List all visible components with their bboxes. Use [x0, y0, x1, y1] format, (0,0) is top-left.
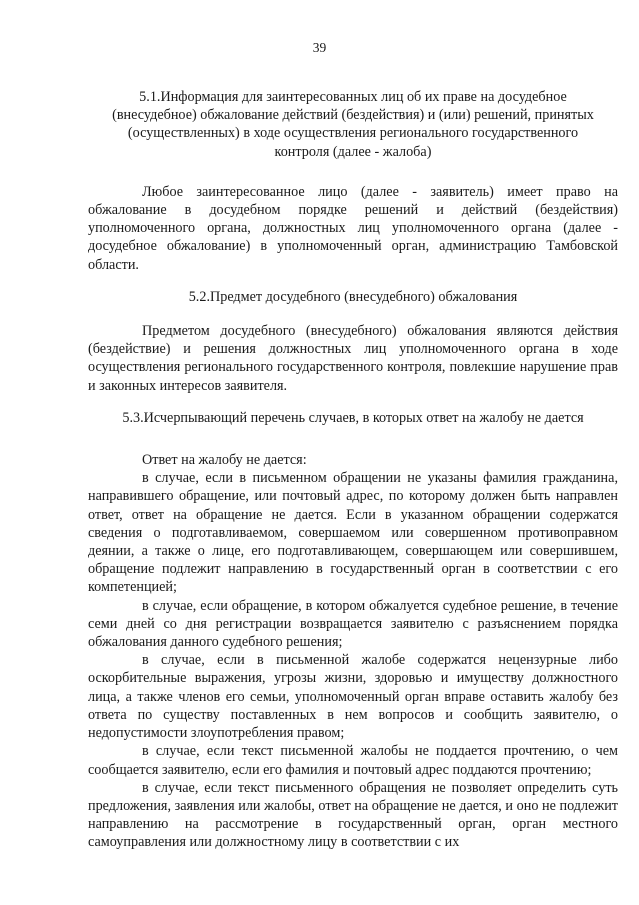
- page-number: 39: [312, 40, 327, 55]
- list-item: в случае, если текст письменного обращения не позволяет определить суть предложения, заявления или жалобы, ответ на обращение не дается, и оно не подлежит направлению на рассмотрение в государственный орган, орган местного самоуправления или должностному лицу в соответствии с их: [88, 779, 618, 851]
- section-5-1-heading: 5.1.Информация для заинтересованных лиц об их праве на досудебное (внесудебное) обжалование действий (бездействия) и (или) решений, принятых (осуществленных) в ходе осуществления регионального государственного контроля (далее - жалоба): [112, 89, 594, 160]
- section-5-3-intro: Ответ на жалобу не дается:: [142, 452, 307, 469]
- section-5-3-heading: 5.3.Исчерпывающий перечень случаев, в которых ответ на жалобу не дается: [122, 409, 584, 426]
- section-5-1-paragraph: Любое заинтересованное лицо (далее - заявитель) имеет право на обжалование в досудебном порядке решений и действий (бездействия) уполномоченного органа, должностных лиц уполномоченного органа (далее - досудебное обжалование) в уполномоченный орган, администрацию Тамбовской области.: [88, 183, 618, 273]
- list-item: в случае, если в письменной жалобе содержатся нецензурные либо оскорбительные выражения, угрозы жизни, здоровью и имуществу должностного лица, а также членов его семьи, уполномоченный орган вправе оставить жалобу без ответа по существу поставленных в нем вопросов и сообщить заявителю, о недопустимости злоупотребления правом;: [88, 652, 618, 742]
- section-5-2-heading: 5.2.Предмет досудебного (внесудебного) обжалования: [188, 288, 518, 305]
- section-5-2-paragraph: Предметом досудебного (внесудебного) обжалования являются действия (бездействие) и решения должностных лиц уполномоченного органа в ходе осуществления регионального государственного контроля, повлекшие нарушение прав и законных интересов заявителя.: [88, 323, 618, 394]
- list-item: в случае, если обращение, в котором обжалуется судебное решение, в течение семи дней со дня регистрации возвращается заявителю с разъяснением порядка обжалования данного судебного решения;: [88, 597, 618, 651]
- document-body: [88, 88, 618, 852]
- list-item: в случае, если в письменном обращении не указаны фамилия гражданина, направившего обращение, или почтовый адрес, по которому должен быть направлен ответ, ответ на обращение не дается. Если в указанном обращении содержатся сведения о подготавливаемом, совершаемом или совершенном противоправном деянии, а также о лице, его подготавливающем, совершающем или совершившем, обращение подлежит направлению в государственный орган в соответствии с его компетенцией;: [88, 470, 618, 596]
- list-item: в случае, если текст письменной жалобы не поддается прочтению, о чем сообщается заявителю, если его фамилия и почтовый адрес поддаются прочтению;: [88, 743, 618, 778]
